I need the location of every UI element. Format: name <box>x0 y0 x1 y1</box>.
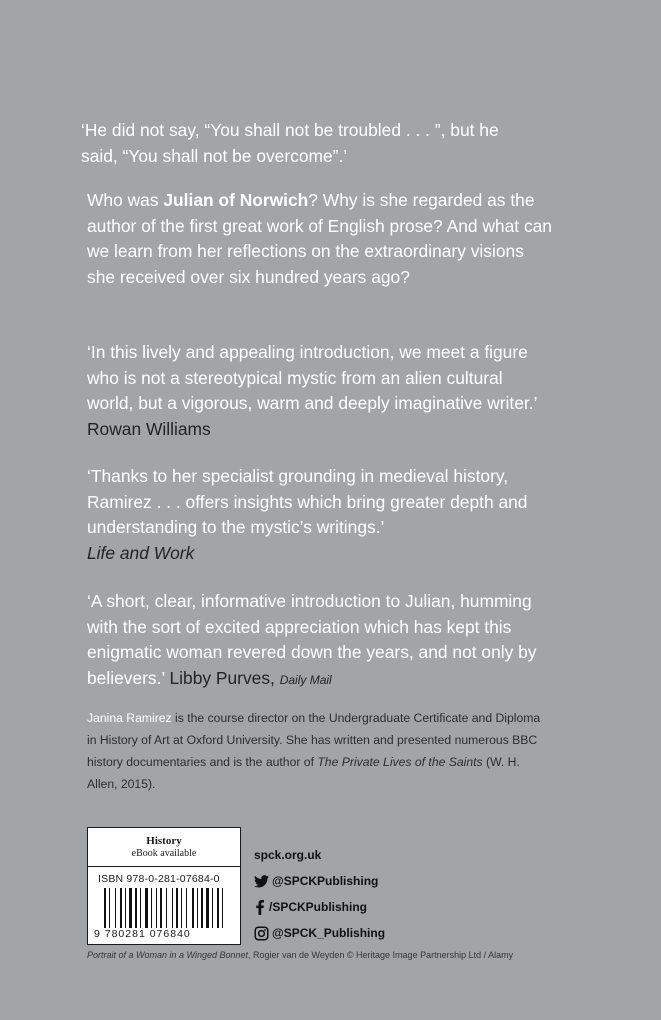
review-williams <box>87 340 552 442</box>
barcode-bar <box>140 888 141 928</box>
twitter-handle: @SPCKPublishing <box>272 874 379 888</box>
barcode-bar <box>174 888 175 928</box>
barcode-bar <box>210 888 211 928</box>
barcode-bar <box>195 888 196 928</box>
review-williams-author: Rowan Williams <box>87 418 211 439</box>
review-purves-source: Daily Mail <box>279 672 332 687</box>
barcode-bar <box>172 888 173 928</box>
barcode-bar <box>135 888 137 928</box>
barcode-bar <box>153 888 155 928</box>
barcode-bar <box>168 888 171 928</box>
barcode-bar <box>117 888 119 928</box>
barcode-bar <box>115 888 116 928</box>
review-lifework-text: ‘Thanks to her specialist grounding in medieval history, Ramirez . . . offers insights which bring greater depth and understanding to the mystic’s writings.’ <box>87 466 528 537</box>
description-pre: Who was <box>87 190 164 210</box>
instagram-link[interactable] <box>254 920 385 946</box>
barcode-bar <box>151 888 152 928</box>
barcode-bar <box>179 888 180 928</box>
barcode-bar <box>109 888 110 928</box>
review-lifework <box>87 464 552 566</box>
barcode-bar <box>149 888 150 928</box>
bio-text-1: is the course director on the Undergraduate Certificate and Diploma in History of Art at Oxford University. She has written and presented numerous BBC history documentaries and is the author of <box>87 711 541 769</box>
website-link[interactable] <box>254 842 385 868</box>
credit-rest: , Rogier van de Weyden © Heritage Image Partnership Ltd / Alamy <box>248 950 514 960</box>
barcode-bar <box>120 888 122 928</box>
barcode-bar <box>188 888 191 928</box>
barcode-bar <box>212 888 213 928</box>
book-description <box>87 188 552 290</box>
barcode-bar <box>197 888 198 928</box>
barcode-bar <box>204 888 205 928</box>
barcode-bar <box>125 888 126 928</box>
review-purves-text: ‘A short, clear, informative introduction to Julian, humming with the sort of excited appreciation which has kept this enigmatic woman revered down the years, and not only by believers.’ <box>87 591 537 688</box>
barcode-bar <box>111 888 114 928</box>
barcode-bar <box>129 888 132 928</box>
author-name: Janina Ramirez <box>87 711 172 725</box>
format-label: eBook available <box>131 848 197 859</box>
epigraph-quote <box>81 118 552 169</box>
barcode-bar <box>199 888 200 928</box>
barcode-bar <box>214 888 216 928</box>
barcode-bar <box>186 888 187 928</box>
barcode-bar <box>222 888 223 928</box>
barcode-bar <box>183 888 185 928</box>
instagram-handle: @SPCK_Publishing <box>272 926 386 940</box>
barcode-bar <box>224 888 226 928</box>
author-bio <box>87 707 547 795</box>
barcode-bar <box>176 888 178 928</box>
review-purves-author: Libby Purves, <box>169 667 275 688</box>
publisher-links <box>254 842 385 946</box>
twitter-icon <box>254 875 269 888</box>
description-post: ? Why is she regarded as the author of the first great work of English prose? And what can we learn from her reflections on the extraordinary visions she received over six hundred years ago? <box>87 190 552 287</box>
isbn-label: ISBN 978-0-281-07684-0 <box>98 873 220 885</box>
barcode-bar <box>160 888 162 928</box>
barcode-bar <box>133 888 134 928</box>
barcode-bar <box>163 888 165 928</box>
barcode-bar <box>181 888 182 928</box>
barcode-bar <box>192 888 194 928</box>
facebook-handle: /SPCKPublishing <box>269 900 368 914</box>
bio-text-2: (W. H. Allen, 2015). <box>87 755 520 791</box>
barcode-bar <box>123 888 124 928</box>
category-label: History <box>146 835 182 847</box>
category-header <box>88 828 240 867</box>
barcode-bar <box>142 888 144 928</box>
barcode-bar <box>104 888 106 928</box>
barcode-bar <box>127 888 128 928</box>
barcode-bar <box>138 888 139 928</box>
facebook-icon <box>254 900 266 915</box>
barcode-bar <box>156 888 157 928</box>
twitter-link[interactable] <box>254 868 385 894</box>
barcode-box <box>87 827 241 945</box>
description-subject: Julian of Norwich <box>163 190 309 210</box>
barcode-bars <box>104 888 232 930</box>
barcode-bar <box>166 888 167 928</box>
barcode-bar <box>217 888 219 928</box>
website-text: spck.org.uk <box>254 848 322 862</box>
barcode-bar <box>107 888 108 928</box>
instagram-icon <box>254 926 269 941</box>
barcode-digits: 9 780281 076840 <box>94 928 191 940</box>
barcode-bar <box>158 888 159 928</box>
review-purves <box>87 589 552 693</box>
epigraph-line-2: said, “You shall not be overcome”.’ <box>81 145 348 166</box>
facebook-link[interactable] <box>254 894 385 920</box>
cover-image-credit <box>87 950 513 960</box>
barcode-bar <box>220 888 221 928</box>
barcode-bar <box>201 888 203 928</box>
bio-book-title: The Private Lives of the Saints <box>317 755 483 769</box>
review-williams-text: ‘In this lively and appealing introduction, we meet a figure who is not a stereotypical mystic from an alien cultural world, but a vigorous, warm and deeply imaginative writer.’ <box>87 342 537 413</box>
epigraph-line-1: ‘He did not say, “You shall not be troubled . . . ”, but he <box>81 120 499 140</box>
review-lifework-source: Life and Work <box>87 542 195 563</box>
barcode-bar <box>206 888 209 928</box>
barcode-bar <box>145 888 148 928</box>
credit-title: Portrait of a Woman in a Winged Bonnet <box>87 950 249 960</box>
